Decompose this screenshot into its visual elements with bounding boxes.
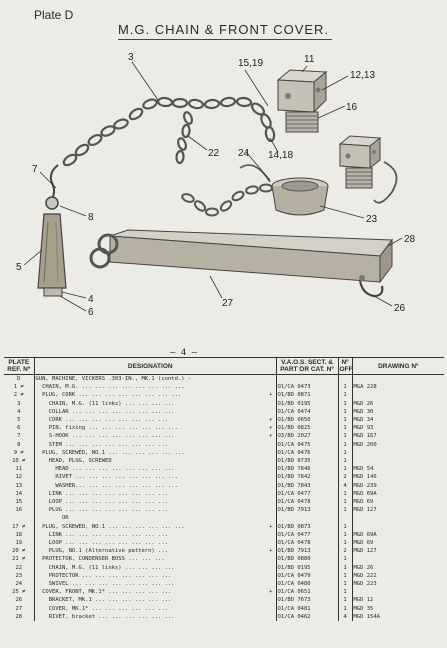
cell-plus — [266, 449, 276, 457]
cell-qty — [338, 375, 352, 384]
cell-designation: SWIVEL ... ... ... ... ... ... ... ... — [35, 581, 175, 588]
cell-vaos: O1/CA 0480 — [276, 580, 338, 588]
cell-qty: 1 — [338, 605, 352, 613]
callout-4: 4 — [88, 294, 94, 305]
cell-qty: 1 — [338, 441, 352, 449]
cell-plus: + — [269, 433, 273, 440]
cell-plus — [266, 400, 276, 408]
cell-ref: 15 — [4, 498, 34, 506]
cork-plug-assembly — [38, 165, 66, 296]
cell-plus: + — [269, 523, 273, 530]
cell-drawing: MGD 127 — [353, 507, 377, 514]
cell-drawing: MGD 239 — [353, 482, 377, 489]
cell-qty: 1 — [338, 391, 352, 399]
table-row — [4, 432, 444, 440]
cell-drawing — [352, 457, 444, 465]
callout-12-13: 12,13 — [350, 70, 376, 81]
callout-15-19: 15,19 — [238, 58, 264, 69]
cell-plus — [266, 457, 276, 465]
cell-vaos: O1/BD 7913 — [276, 547, 338, 555]
exploded-parts-illustration — [0, 44, 447, 344]
cell-designation: PIN, fixing ... ... ... ... ... ... ... — [35, 425, 178, 432]
cell-plus — [266, 555, 276, 563]
table-body — [4, 375, 444, 622]
cell-ref: 4 — [4, 408, 34, 416]
cell-plus — [266, 490, 276, 498]
callout-5: 5 — [16, 262, 22, 273]
cell-vaos: O1/BD 7846 — [276, 465, 338, 473]
cell-ref: 5 — [4, 416, 34, 424]
cell-ref: 18 — [4, 531, 34, 539]
cell-drawing: MGD 154A — [353, 613, 380, 620]
cell-ref: 28 — [4, 613, 34, 621]
front-cover — [91, 230, 392, 296]
cell-ref: 24 — [4, 580, 34, 588]
cell-drawing — [352, 588, 444, 596]
cell-designation: CHAIN, M.G. (11 links) ... ... ... ... — [35, 564, 175, 571]
cell-designation: PLUG, CORK ... ... ... ... ... ... ... ... — [35, 392, 182, 399]
cell-qty: 1 — [338, 539, 352, 547]
cell-qty: 1 — [338, 400, 352, 408]
cell-plus — [266, 506, 276, 514]
cell-qty: 4 — [338, 482, 352, 490]
cell-plus — [266, 375, 276, 384]
cell-qty — [338, 514, 352, 522]
table-row — [4, 416, 444, 424]
cell-ref: 3 — [4, 400, 34, 408]
cell-qty: 1 — [338, 588, 352, 596]
cell-qty: 1 — [338, 490, 352, 498]
cell-qty: 1 — [338, 498, 352, 506]
table-row — [4, 506, 444, 514]
cell-drawing: MGD 69A — [353, 531, 377, 538]
parts-list-table — [4, 357, 444, 621]
cell-designation: OR — [35, 515, 69, 522]
cell-drawing: MGD 26 — [353, 400, 374, 407]
cell-designation: PROTECTOR, CONDENSER BOSS ... ... ... — [35, 556, 165, 563]
cell-ref: 19 — [4, 539, 34, 547]
cell-qty: 2 — [338, 547, 352, 555]
cell-vaos: O1/BD 0825 — [276, 424, 338, 432]
cell-designation: LINK ... ... ... ... ... ... ... ... — [35, 531, 168, 538]
cell-vaos: O1/BD 0195 — [276, 564, 338, 572]
cell-vaos: O1/CA 0477 — [276, 531, 338, 539]
plate-label: Plate D — [34, 8, 74, 22]
cell-drawing: MGD 223 — [353, 581, 377, 588]
cell-drawing: MGD 222 — [353, 572, 377, 579]
cell-designation: S-HOOK ... ... ... ... ... ... ... ... — [35, 433, 175, 440]
cell-qty: 1 — [338, 383, 352, 391]
table-row — [4, 531, 444, 539]
cell-drawing: MGD 30 — [353, 408, 374, 415]
cell-qty: 1 — [338, 465, 352, 473]
cell-qty: 1 — [338, 531, 352, 539]
cell-plus — [266, 531, 276, 539]
cell-drawing: MGD 200 — [353, 441, 377, 448]
cell-vaos: O1/CA 0473 — [276, 383, 338, 391]
cell-ref: 17 ≠ — [4, 523, 34, 531]
callout-14-18: 14,18 — [268, 150, 294, 161]
cell-plus: + — [269, 548, 273, 555]
cell-ref: 10 ≠ — [4, 457, 34, 465]
cell-designation: LINK ... ... ... ... ... ... ... ... — [35, 490, 168, 497]
cell-ref: 9 ≠ — [4, 449, 34, 457]
cell-vaos: O1/CA 0481 — [276, 605, 338, 613]
cell-ref: 12 — [4, 473, 34, 481]
table-row — [4, 408, 444, 416]
cell-drawing: MGD 93 — [353, 425, 374, 432]
table-row — [4, 613, 444, 621]
cell-vaos: O1/CA 0462 — [276, 613, 338, 621]
cell-designation: GUN, MACHINE, VICKERS .303-IN., MK.1 (contd.) - — [35, 376, 192, 382]
cell-designation: STEM ... ... ... ... ... ... ... ... — [35, 441, 168, 448]
table-row — [4, 441, 444, 449]
table-row — [4, 375, 444, 384]
cell-designation: PLUG, SCREWED, NO.1 ... ... ... ... ... ... — [35, 523, 185, 530]
cell-ref: 21 ≠ — [4, 555, 34, 563]
cell-drawing: MGD 26 — [353, 564, 374, 571]
cell-designation: BRACKET, MK.1 ... ... ... ... ... ... — [35, 597, 172, 604]
cell-vaos: O1/BD 7842 — [276, 473, 338, 481]
cell-ref: 1 ≠ — [4, 383, 34, 391]
callout-27: 27 — [222, 298, 234, 309]
page-number-separator: — 4 — — [170, 348, 198, 358]
cell-vaos: O1/CA 0475 — [276, 441, 338, 449]
table-row — [4, 490, 444, 498]
cell-vaos: O1/BD 7913 — [276, 506, 338, 514]
header-number-off: Nº OFF — [339, 359, 353, 373]
cell-qty: 1 — [338, 523, 352, 531]
table-row — [4, 482, 444, 490]
cell-drawing: MGD 54 — [353, 466, 374, 473]
cell-vaos: O1/BD 0871 — [276, 391, 338, 399]
cell-plus — [266, 465, 276, 473]
cell-ref: 11 — [4, 465, 34, 473]
callout-23: 23 — [366, 214, 378, 225]
table-row — [4, 588, 444, 596]
cell-ref: 8 — [4, 441, 34, 449]
cell-designation: PLUG, NO.1 (Alternative pattern) ... — [35, 548, 168, 555]
cell-plus — [266, 613, 276, 621]
cell-ref: 16 — [4, 506, 34, 514]
cell-vaos: O1/BD 0735 — [276, 457, 338, 465]
cell-qty: 1 — [338, 457, 352, 465]
cell-qty: 1 — [338, 424, 352, 432]
table-row — [4, 465, 444, 473]
cell-qty: 1 — [338, 564, 352, 572]
table-row — [4, 498, 444, 506]
cell-drawing: MGD 34 — [353, 417, 374, 424]
table-row — [4, 596, 444, 604]
cell-plus — [266, 473, 276, 481]
cell-qty: 1 — [338, 408, 352, 416]
cell-designation: RIVET ... ... ... ... ... ... ... ... — [35, 474, 178, 481]
table-row — [4, 539, 444, 547]
table-row — [4, 564, 444, 572]
cell-designation: HEAD ... ... ... ... ... ... ... ... — [35, 466, 175, 473]
table-row — [4, 457, 444, 465]
cell-ref: 25 ≠ — [4, 588, 34, 596]
cell-vaos — [276, 514, 338, 522]
cell-drawing — [352, 449, 444, 457]
cell-designation: HEAD, PLUG, SCREWED — [35, 458, 112, 465]
callout-7: 7 — [32, 164, 38, 175]
cell-designation: CHAIN, M.G. (11 links) ... ... ... ... — [35, 400, 175, 407]
cell-plus: + — [269, 425, 273, 432]
cell-qty: 1 — [338, 580, 352, 588]
cell-vaos: O1/BD 0650 — [276, 416, 338, 424]
cell-designation: CORK ... ... ... ... ... ... ... ... — [35, 417, 168, 424]
cell-vaos: O1/CA 0478 — [276, 498, 338, 506]
cell-vaos: O1/BD 0195 — [276, 400, 338, 408]
table-row — [4, 605, 444, 613]
table-row — [4, 572, 444, 580]
cell-qty: 4 — [338, 613, 352, 621]
cell-designation: PLUG ... ... ... ... ... ... ... ... — [35, 507, 168, 514]
cell-qty: 1 — [338, 555, 352, 563]
cell-vaos — [276, 375, 338, 384]
cell-designation: RIVET, bracket ... ... ... ... ... ... — [35, 613, 175, 620]
cell-ref: 7 — [4, 432, 34, 440]
cell-plus — [266, 572, 276, 580]
cell-plus — [266, 498, 276, 506]
cell-qty: 1 — [338, 506, 352, 514]
cell-designation: COVER, MK.1* ... ... ... ... ... ... — [35, 605, 168, 612]
cell-vaos: O1/CA 0479 — [276, 572, 338, 580]
cell-qty: 1 — [338, 449, 352, 457]
cell-qty: 1 — [338, 572, 352, 580]
callout-6: 6 — [88, 307, 94, 318]
cell-drawing — [352, 375, 444, 384]
table-row — [4, 555, 444, 563]
cell-designation: LOOP ... ... ... ... ... ... ... ... — [35, 499, 168, 506]
condenser-boss-protector — [181, 165, 328, 215]
cell-ref: 22 — [4, 564, 34, 572]
table-row — [4, 383, 444, 391]
cell-ref: 23 — [4, 572, 34, 580]
cell-designation: WASHER... ... ... ... ... ... ... ... — [35, 482, 178, 489]
table-row — [4, 580, 444, 588]
cell-drawing: MGD 167 — [353, 433, 377, 440]
cell-vaos: O3/BD 2027 — [276, 432, 338, 440]
cell-vaos: O1/CA 0478 — [276, 539, 338, 547]
callout-26: 26 — [394, 303, 406, 314]
cell-ref — [4, 514, 34, 522]
header-plate-ref: PLATE REF. Nº — [4, 358, 34, 375]
table-row — [4, 473, 444, 481]
callout-3: 3 — [128, 52, 134, 63]
cell-vaos: O1/CA 0474 — [276, 408, 338, 416]
cell-ref: D — [4, 375, 34, 384]
cell-plus: + — [269, 392, 273, 399]
cell-designation: PROTECTOR ... ... ... ... ... ... ... — [35, 572, 172, 579]
cell-plus — [266, 539, 276, 547]
callout-11: 11 — [304, 54, 315, 65]
cell-drawing: MGD 127 — [353, 548, 377, 555]
cell-ref: 13 — [4, 482, 34, 490]
cell-qty: 2 — [338, 473, 352, 481]
cell-ref: 2 ≠ — [4, 391, 34, 399]
header-plus — [266, 358, 276, 375]
header-designation: DESIGNATION — [34, 358, 266, 375]
cell-ref: 20 ≠ — [4, 547, 34, 555]
cell-designation: PLUG, SCREWED, NO.1 ... ... ... ... ... ... — [35, 449, 185, 456]
callout-16: 16 — [346, 102, 358, 113]
cell-drawing — [352, 391, 444, 399]
table-header-row — [4, 358, 444, 375]
header-drawing: DRAWING Nº — [352, 358, 444, 375]
cell-drawing — [352, 523, 444, 531]
cell-plus: + — [269, 589, 273, 596]
table-row — [4, 424, 444, 432]
cell-vaos: O1/CA 0476 — [276, 449, 338, 457]
cell-vaos: O1/BD 7843 — [276, 482, 338, 490]
header-vaos-part: V.A.O.S. SECT. & PART OR CAT. Nº — [276, 358, 338, 375]
cell-plus — [266, 482, 276, 490]
cell-vaos: O1/BD 7673 — [276, 596, 338, 604]
cell-designation: LOOP ... ... ... ... ... ... ... ... — [35, 540, 168, 547]
cell-plus — [266, 564, 276, 572]
cell-vaos: O1/BD 0873 — [276, 523, 338, 531]
title-underline — [118, 39, 332, 40]
cell-qty: 1 — [338, 416, 352, 424]
cell-vaos: O1/BD 0880 — [276, 555, 338, 563]
cell-qty: 1 — [338, 432, 352, 440]
table-row — [4, 514, 444, 522]
cell-drawing — [352, 514, 444, 522]
screwed-plug-upper — [278, 70, 326, 132]
cell-drawing: MGD 69A — [353, 490, 377, 497]
cell-drawing: MGA 228 — [353, 384, 377, 391]
callout-8: 8 — [88, 212, 94, 223]
cell-plus — [266, 580, 276, 588]
cell-ref: 14 — [4, 490, 34, 498]
callout-22: 22 — [208, 148, 220, 159]
cell-drawing — [352, 555, 444, 563]
cell-designation: COLLAR ... ... ... ... ... ... ... ... — [35, 408, 175, 415]
callout-28: 28 — [404, 234, 416, 245]
cell-vaos: O1/CA 0651 — [276, 588, 338, 596]
cell-designation: CHAIN, M.G. ... ... ... ... ... ... ... ... — [35, 384, 185, 391]
cell-ref: 26 — [4, 596, 34, 604]
cell-qty: 1 — [338, 596, 352, 604]
cell-drawing: MGD 146 — [353, 474, 377, 481]
table-row — [4, 523, 444, 531]
table-row — [4, 547, 444, 555]
cell-plus — [266, 514, 276, 522]
cell-plus — [266, 408, 276, 416]
cell-plus — [266, 441, 276, 449]
cell-plus — [266, 596, 276, 604]
cell-ref: 6 — [4, 424, 34, 432]
callout-24: 24 — [238, 148, 250, 159]
cell-drawing: MGD 69 — [353, 540, 374, 547]
cell-drawing: MGD 69 — [353, 499, 374, 506]
table-row — [4, 391, 444, 399]
table-row — [4, 449, 444, 457]
cell-plus: + — [269, 417, 273, 424]
cell-plus — [266, 383, 276, 391]
table-row — [4, 400, 444, 408]
screwed-plug-alternative — [340, 136, 397, 203]
cell-vaos: O1/CA 0477 — [276, 490, 338, 498]
cell-drawing: MGD 35 — [353, 605, 374, 612]
cell-drawing: MGD 12 — [353, 597, 374, 604]
page-title: M.G. CHAIN & FRONT COVER. — [117, 22, 330, 37]
cell-designation: COVER, FRONT, MK.1* ... ... ... ... ... — [35, 589, 172, 596]
cell-ref: 27 — [4, 605, 34, 613]
cell-plus — [266, 605, 276, 613]
